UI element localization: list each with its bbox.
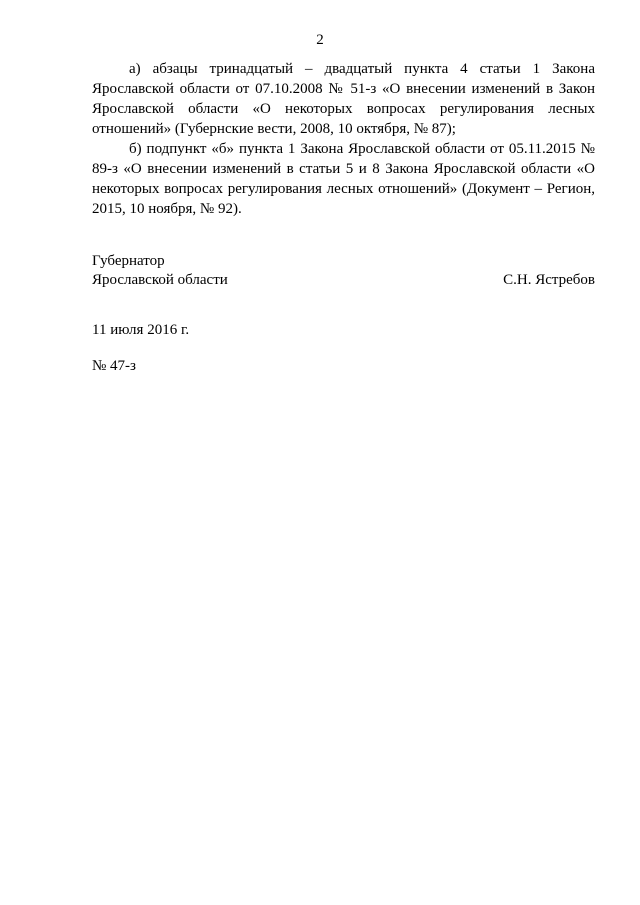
paragraph-a: а) абзацы тринадцатый – двадцатый пункта 4 статьи 1 Закона Ярославской области от 07.10.2008 № 51-з «О внесении изменений в Закон Ярославской области «О некоторых вопросах регулирования лесных отношений» (Губернские вести, 2008, 10 октября, № 87); [92, 61, 595, 137]
signature-row [92, 271, 595, 290]
document-date: 11 июля 2016 г. [92, 322, 190, 338]
document-number: № 47-з [92, 358, 136, 374]
document-body [92, 59, 595, 219]
signer-title-line1: Губернатор [92, 253, 165, 269]
signer-title-line2: Ярославской области [92, 272, 228, 288]
page-number: 2 [316, 32, 324, 48]
paragraph-b: б) подпункт «б» пункта 1 Закона Ярославской области от 05.11.2015 № 89-з «О внесении изменений в статьи 5 и 8 Закона Ярославской области «О некоторых вопросах регулирования лесных отношений» (Документ – Регион, 2015, 10 ноября, № 92). [92, 141, 595, 217]
signer-name: С.Н. Ястребов [503, 272, 595, 288]
signature-block [92, 252, 595, 290]
